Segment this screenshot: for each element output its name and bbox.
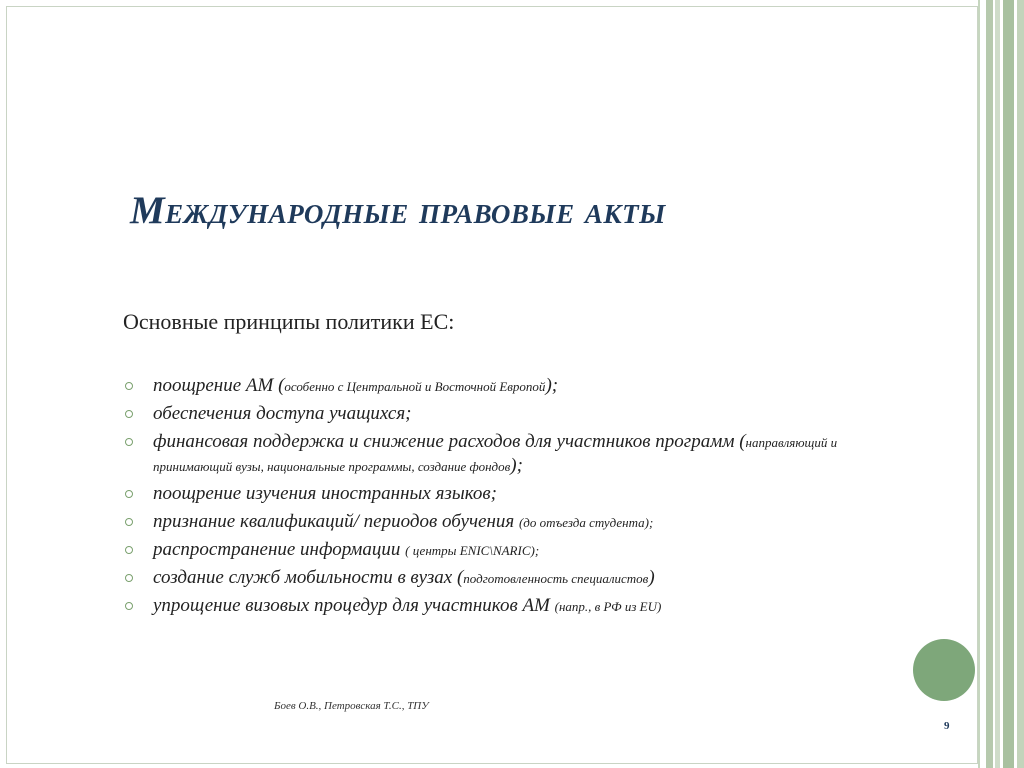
decorative-stripes [978, 0, 1024, 768]
list-item: поощрение АМ (особенно с Центральной и Восточной Европой); [123, 374, 883, 398]
slide-subtitle: Основные принципы политики ЕС: [123, 309, 455, 334]
list-item: создание служб мобильности в вузах (подготовленность специалистов) [123, 566, 883, 590]
list-item: распространение информации ( центры ENIC\NARIC); [123, 538, 883, 562]
list-item: обеспечения доступа учащихся; [123, 402, 883, 426]
bullet-icon [125, 602, 133, 610]
slide-title: Международные правовые акты [130, 189, 666, 232]
bullet-icon [125, 382, 133, 390]
bullet-icon [125, 410, 133, 418]
list-item: признание квалификаций/ периодов обучения (до отъезда студента); [123, 510, 883, 534]
list-item: поощрение изучения иностранных языков; [123, 482, 883, 506]
footer-authors: Боев О.В., Петровская Т.С., ТПУ [274, 700, 429, 712]
bullet-icon [125, 518, 133, 526]
bullet-icon [125, 574, 133, 582]
list-item: упрощение визовых процедур для участников АМ (напр., в РФ из EU) [123, 594, 883, 618]
bullet-icon [125, 438, 133, 446]
list-item: финансовая поддержка и снижение расходов для участников программ (направляющий и принимающий вузы, национальные программы, создание фондов); [123, 430, 883, 478]
page-number: 9 [944, 720, 950, 732]
bullet-icon [125, 546, 133, 554]
decorative-circle [913, 639, 975, 701]
principles-list [123, 374, 883, 622]
bullet-icon [125, 490, 133, 498]
